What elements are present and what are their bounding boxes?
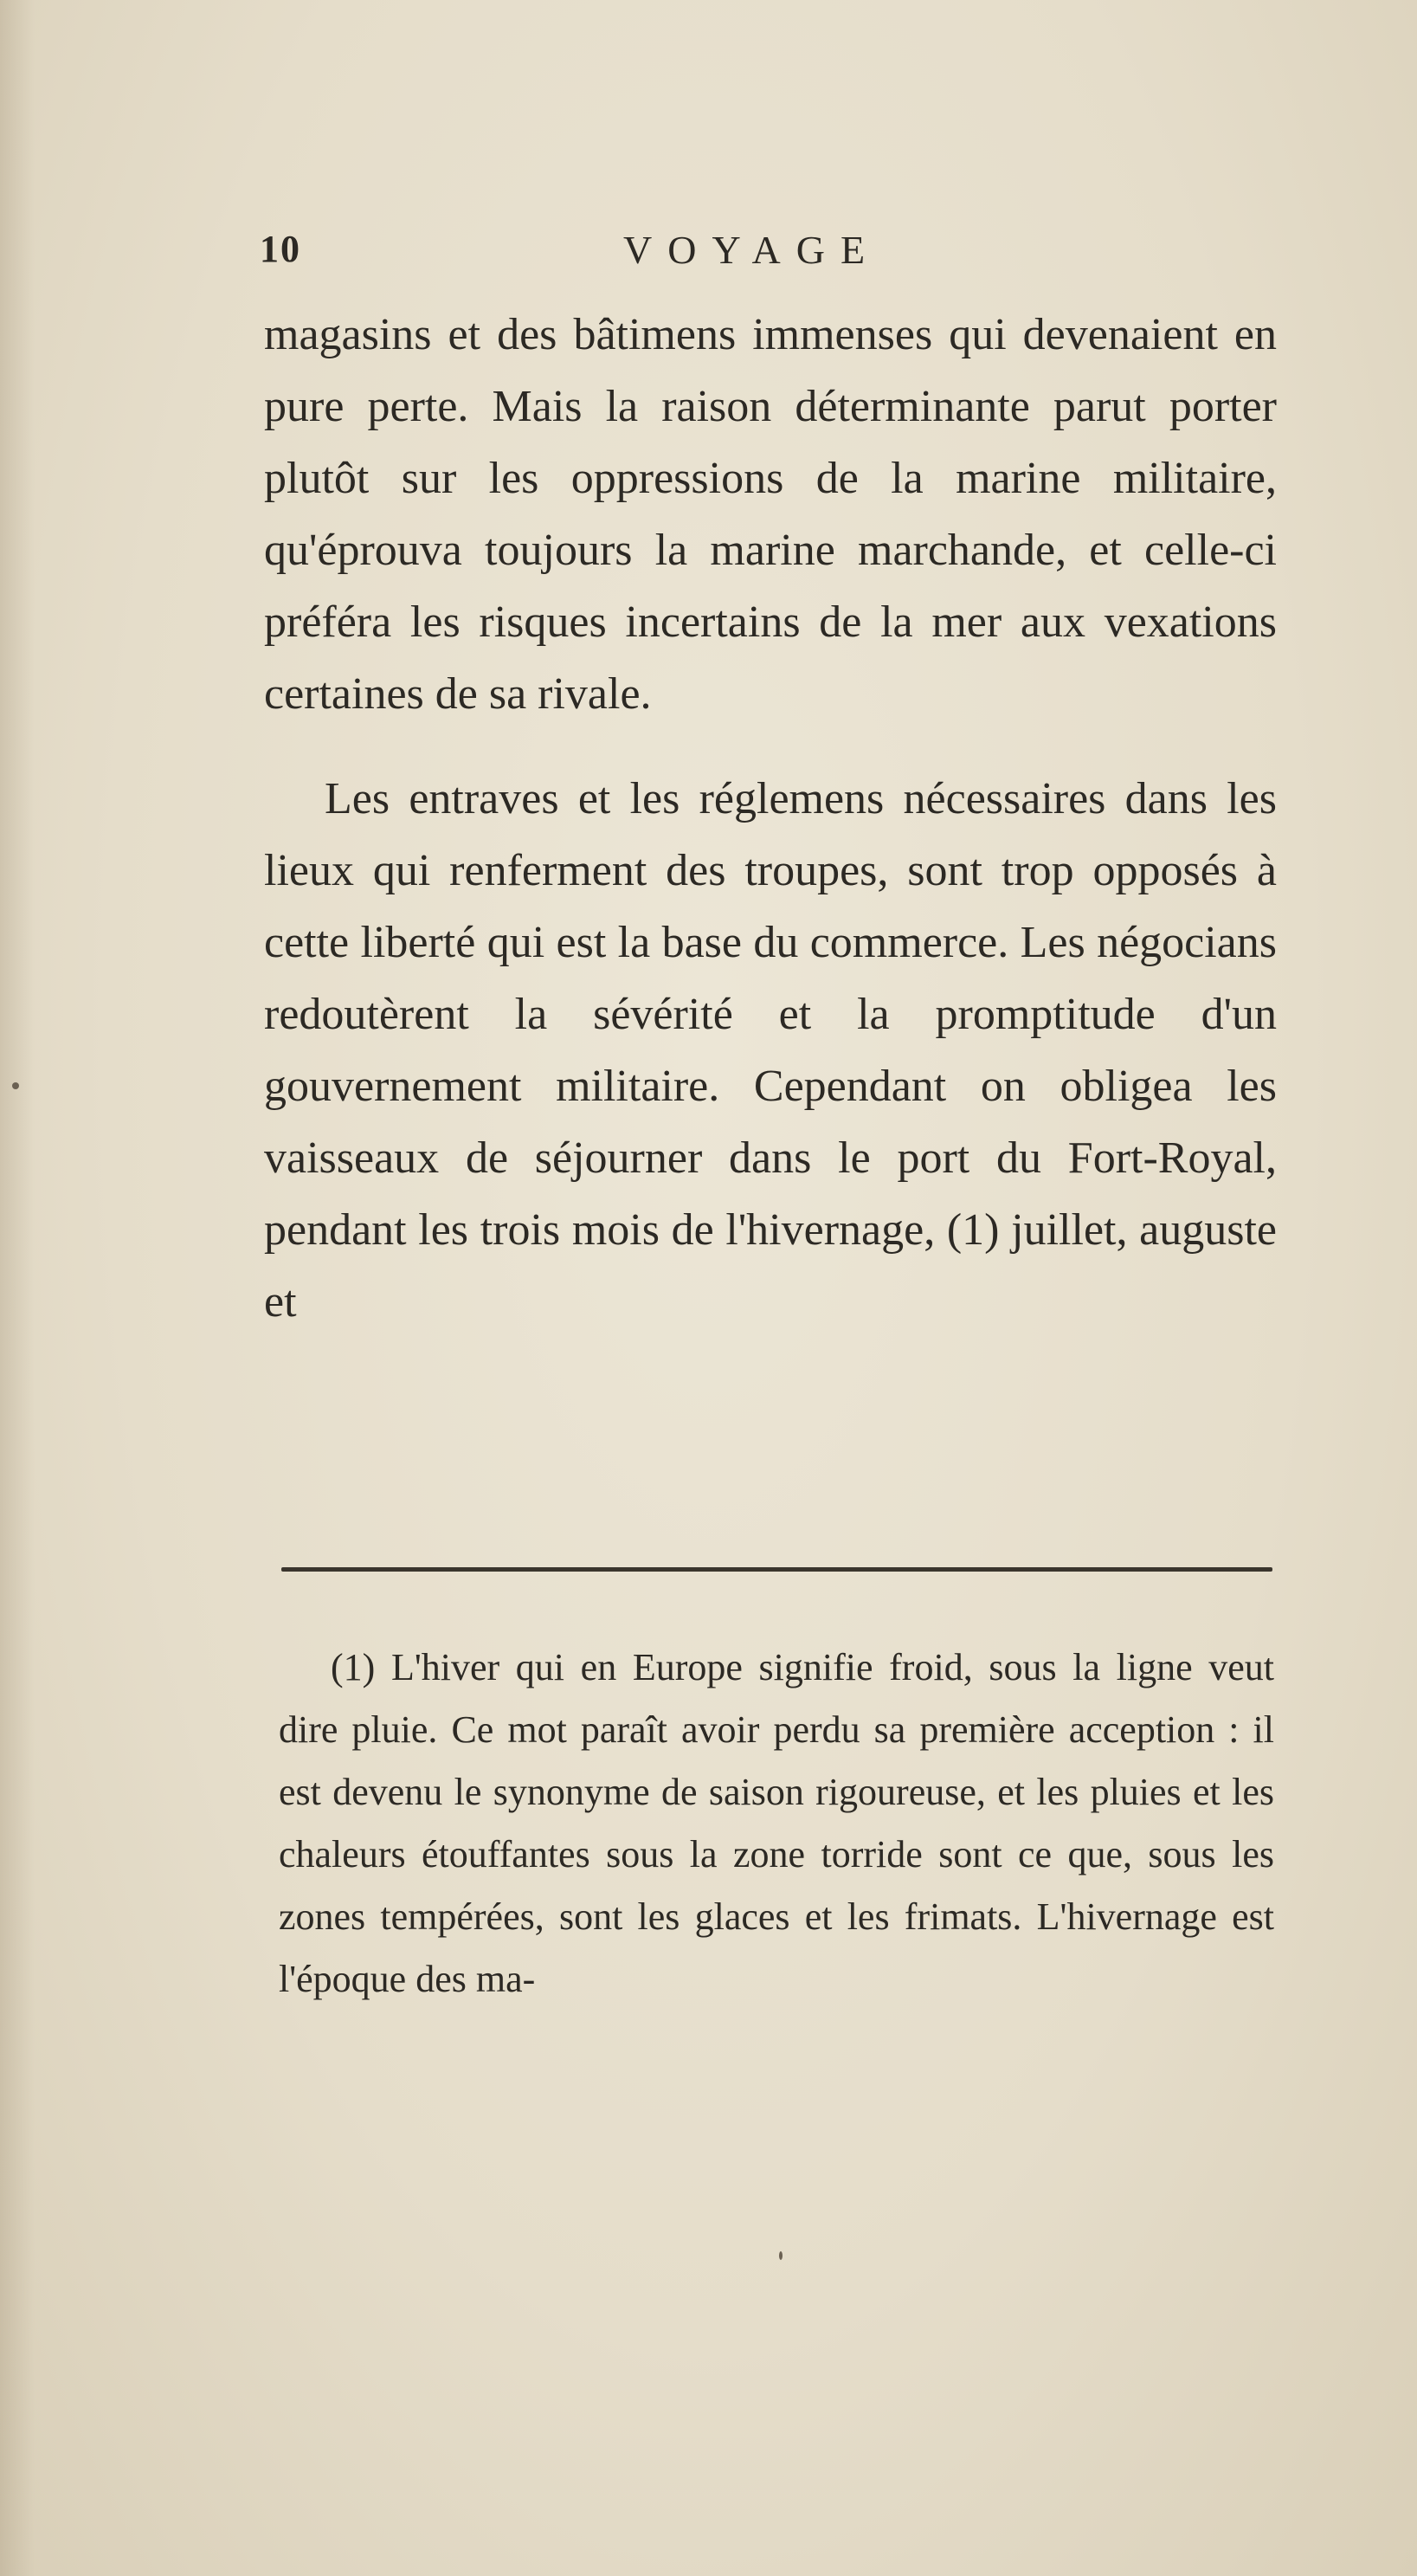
page-number: 10 (260, 228, 301, 270)
paper-speck (12, 1082, 19, 1089)
running-head: VOYAGE (623, 228, 881, 272)
footnote-separator-rule (281, 1567, 1272, 1572)
main-text (264, 299, 1277, 1338)
page-edge-shadow (0, 0, 35, 2576)
paper-speck (779, 2251, 783, 2260)
paragraph: Les entraves et les réglemens nécessaires dans les lieux qui renferment des troupes, sont trop opposés à cette liberté qui est la base du commerce. Les négocians redoutèrent la sévérité et la promptitude d'un gouvernement militaire. Cependant on obligea les vaisseaux de séjourner dans le port du Fort-Royal, pendant les trois mois de l'hivernage, (1) juillet, auguste et (264, 774, 1277, 1327)
footnote: (1) L'hiver qui en Europe signifie froid, sous la ligne veut dire pluie. Ce mot paraît avoir perdu sa première acception : il est devenu le synonyme de saison rigoureuse, et les pluies et les chaleurs étouffantes sous la zone torride sont ce que, sous les zones tempérées, sont les glaces et les frimats. L'hivernage est l'époque des ma- (279, 1646, 1274, 2000)
page-header (260, 227, 1281, 279)
paragraph-continuation: magasins et des bâtimens immenses qui devenaient en pure perte. Mais la raison déterminante parut porter plutôt sur les oppressions de la marine militaire, qu'éprouva toujours la marine marchande, et celle-ci préféra les risques incertains de la mer aux vexations certaines de sa rivale. (264, 310, 1277, 719)
